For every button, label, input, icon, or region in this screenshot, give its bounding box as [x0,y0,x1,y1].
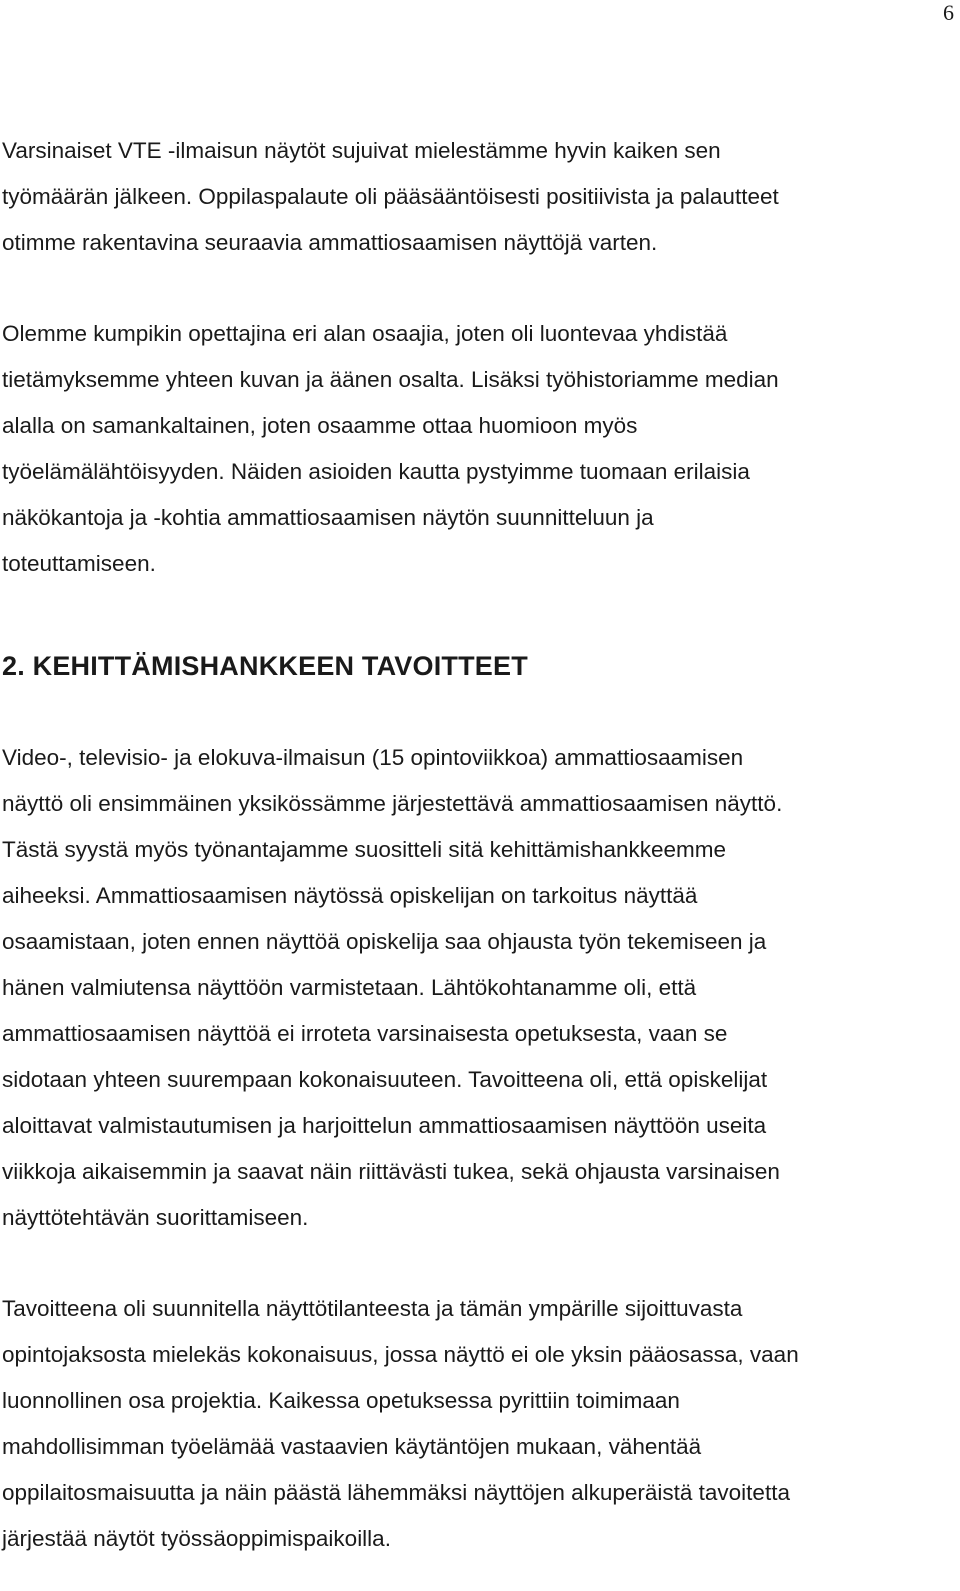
paragraph-vte-showings: Varsinaiset VTE -ilmaisun näytöt sujuivat mielestämme hyvin kaiken sen työmäärän jälkeen. Oppilaspalaute oli pääsääntöisesti positiivista ja palautteet otimme rakentavina seuraavia ammattiosaamisen näyttöjä varten. [2,138,779,255]
paragraph-project-background: Video-, televisio- ja elokuva-ilmaisun (15 opintoviikkoa) ammattiosaamisen näyttö oli ensimmäinen yksikössämme järjestettävä ammattiosaamisen näyttö. Tästä syystä myös työnantajamme suositteli sitä kehittämishankkeemme aiheeksi. Ammattiosaamisen näytössä opiskelijan on tarkoitus näyttää osaamistaan, joten ennen näyttöä opiskelija saa ohjausta työn tekemiseen ja hänen valmiutensa näyttöön varmistetaan. Lähtökohtanamme oli, että ammattiosaamisen näyttöä ei irroteta varsinaisesta opetuksesta, vaan se sidotaan yhteen suurempaan kokonaisuuteen. Tavoitteena oli, että opiskelijat aloittavat valmistautumisen ja harjoittelun ammattiosaamisen näyttöön useita viikkoja aikaisemmin ja saavat näin riittävästi tukea, sekä ohjausta varsinaisen näyttötehtävän suorittamiseen. [2,745,783,1230]
section-heading: 2. KEHITTÄMISHANKKEEN TAVOITTEET [2,651,528,681]
section-gap [2,587,954,643]
paragraph-project-goals: Tavoitteena oli suunnitella näyttötilanteesta ja tämän ympärille sijoittuvasta opintojaksosta mielekäs kokonaisuus, jossa näyttö ei ole yksin pääosassa, vaan luonnollinen osa projektia. Kaikessa opetuksessa pyrittiin toimimaan mahdollisimman työelämää vastaavien käytäntöjen mukaan, vähentää oppilaitosmaisuutta ja näin päästä lähemmäksi näyttöjen alkuperäistä tavoitetta järjestää näytöt työssäoppimispaikoilla. [2,1296,799,1551]
paragraph-teachers-expertise: Olemme kumpikin opettajina eri alan osaajia, joten oli luontevaa yhdistää tietämyksemme yhteen kuvan ja äänen osalta. Lisäksi työhistoriamme median alalla on samankaltainen, joten osaamme ottaa huomioon myös työelämälähtöisyyden. Näiden asioiden kautta pystyimme tuomaan erilaisia näkökantoja ja -kohtia ammattiosaamisen näytön suunnitteluun ja toteuttamiseen. [2,321,779,576]
paragraph-gap [2,266,954,311]
heading-gap [2,689,954,735]
paragraph-gap [2,1241,954,1286]
document-body [2,128,954,1562]
page-number: 6 [943,0,954,25]
